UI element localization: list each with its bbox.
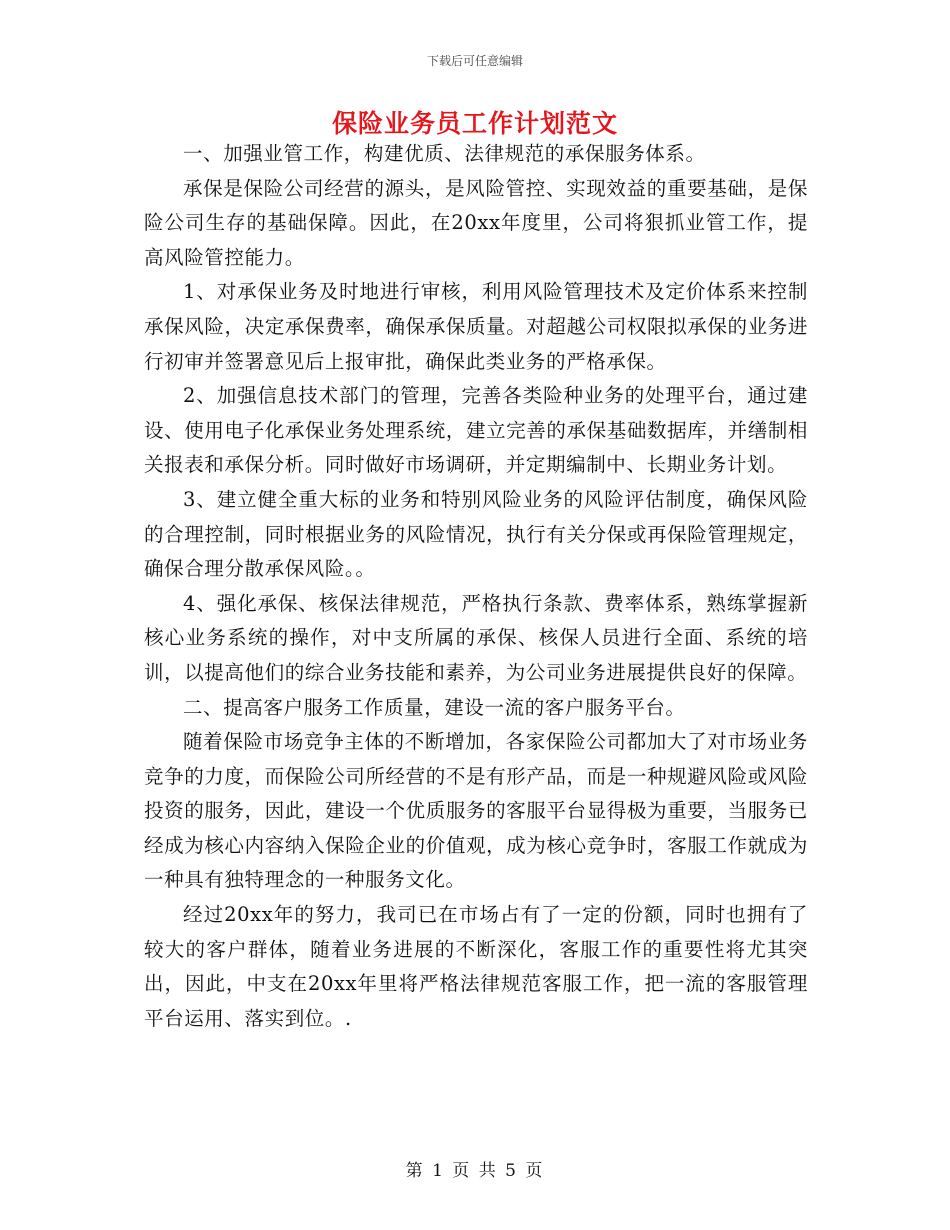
- header-note: 下载后可任意编辑: [426, 54, 523, 68]
- paragraph: 承保是保险公司经营的源头，是风险管控、实现效益的重要基础，是保险公司生存的基础保障。因此，在20xx年度里，公司将狠抓业管工作，提高风险管控能力。: [144, 176, 808, 269]
- paragraph: 3、建立健全重大标的业务和特别风险业务的风险评估制度，确保风险的合理控制，同时根据业务的风险情况，执行有关分保或再保险管理规定，确保合理分散承保风险。。: [144, 487, 808, 581]
- paragraph: 随着保险市场竞争主体的不断增加，各家保险公司都加大了对市场业务竞争的力度，而保险公司所经营的不是有形产品，而是一种规避风险或风险投资的服务，因此，建设一个优质服务的客服平台显得极为重要，当服务已经成为核心内容纳入保险企业的价值观，成为核心竞争时，客服工作就成为一种具有独特理念的一种服务文化。: [144, 730, 808, 892]
- section-heading-2: 二、提高客户服务工作质量，建设一流的客户服务平台。: [183, 695, 686, 719]
- paragraph: 1、对承保业务及时地进行审核，利用风险管理技术及定价体系来控制承保风险，决定承保费率，确保承保质量。对超越公司权限拟承保的业务进行初审并签署意见后上报审批，确保此类业务的严格承保。: [144, 280, 808, 373]
- paragraph: 4、强化承保、核保法律规范，严格执行条款、费率体系，熟练掌握新核心业务系统的操作，对中支所属的承保、核保人员进行全面、系统的培训，以提高他们的综合业务技能和素养，为公司业务进展提供良好的保障。: [144, 591, 808, 684]
- document-title: 保险业务员工作计划范文: [331, 109, 618, 138]
- section-heading-1: 一、加强业管工作，构建优质、法律规范的承保服务体系。: [183, 142, 706, 165]
- paragraph: 经过20xx年的努力，我司已在市场占有了一定的份额，同时也拥有了较大的客户群体，随着业务进展的不断深化，客服工作的重要性将尤其突出，因此，中支在20xx年里将严格法律规范客服工作，把一流的客服管理平台运用、落实到位。.: [144, 903, 808, 1030]
- page-number: 第 1 页 共 5 页: [405, 1161, 545, 1181]
- paragraph: 2、加强信息技术部门的管理，完善各类险种业务的处理平台，通过建设、使用电子化承保业务处理系统，建立完善的承保基础数据库，并缮制相关报表和承保分析。同时做好市场调研，并定期编制中、长期业务计划。: [144, 384, 808, 477]
- document-body: [144, 137, 808, 1036]
